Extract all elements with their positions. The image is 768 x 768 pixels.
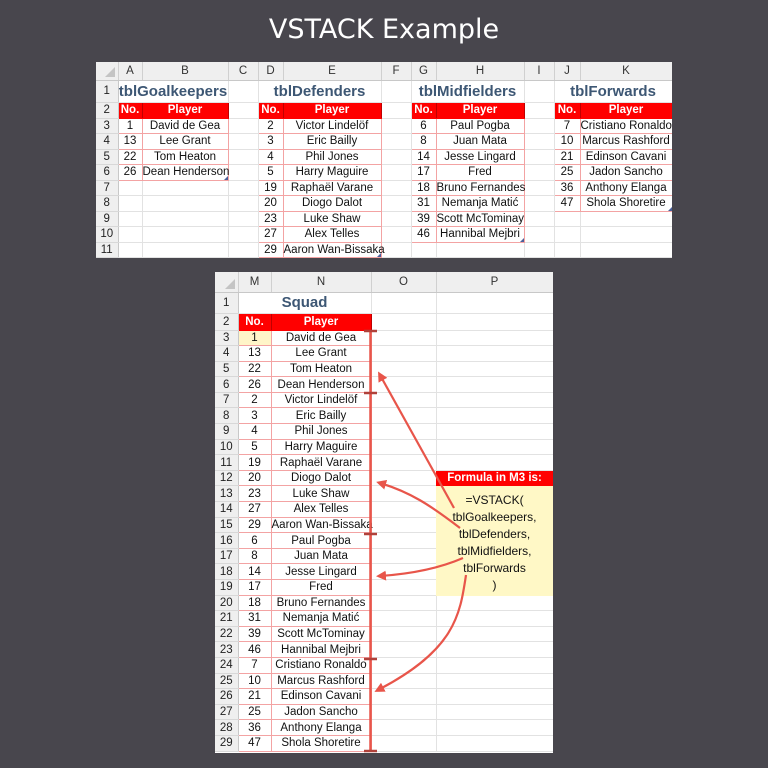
cell-O23[interactable] [371,642,436,658]
cell-B7[interactable] [142,180,228,196]
row-header-28[interactable]: 28 [215,720,238,736]
cell-H11[interactable] [436,242,524,258]
player-name[interactable]: Juan Mata [271,548,371,564]
cell-O13[interactable] [371,486,436,502]
row-header-14[interactable]: 14 [215,502,238,518]
row-header-13[interactable]: 13 [215,486,238,502]
player-name[interactable]: Scott McTominay [436,212,525,225]
cell-P8[interactable] [436,408,553,424]
player-name[interactable]: Bruno Fernandes [436,181,526,194]
cell-O8[interactable] [371,408,436,424]
cell-J11[interactable] [554,242,580,258]
column-header-O[interactable]: O [371,272,436,292]
column-header-G[interactable]: G [411,62,436,80]
cell-O17[interactable] [371,548,436,564]
player-number[interactable]: 5 [238,439,271,455]
player-number[interactable]: 13 [238,346,271,362]
cell-P24[interactable] [436,657,553,673]
player-number[interactable]: 26 [118,165,142,181]
cell-O14[interactable] [371,502,436,518]
player-name[interactable]: Dean Henderson [271,377,371,393]
cell-A9[interactable] [118,211,142,227]
table-resize-handle[interactable] [377,253,381,257]
player-number[interactable]: 17 [411,165,436,181]
formula-line: tblForwards [463,561,526,575]
player-number[interactable]: 36 [238,720,271,736]
row-header-26[interactable]: 26 [215,689,238,705]
player-name[interactable]: Shola Shoretire [271,735,371,751]
formula-note-header: Formula in M3 is: [436,471,553,486]
cell-O9[interactable] [371,424,436,440]
player-name[interactable]: Eric Bailly [271,408,371,424]
cell-O25[interactable] [371,673,436,689]
cell-B10[interactable] [142,227,228,243]
row-header-8[interactable]: 8 [215,408,238,424]
cell-F9[interactable] [381,211,411,227]
cell-I9[interactable] [524,211,554,227]
column-header-C[interactable]: C [228,62,258,80]
player-number[interactable]: 21 [554,149,580,165]
cell-J9[interactable] [554,211,580,227]
player-number[interactable]: 18 [411,180,436,196]
cell-F2[interactable] [381,102,411,118]
column-header-H[interactable]: H [436,62,524,80]
cell-C8[interactable] [228,196,258,212]
cell-O4[interactable] [371,346,436,362]
cell-P5[interactable] [436,361,553,377]
player-name[interactable]: Paul Pogba [271,533,371,549]
cell-P29[interactable] [436,735,553,751]
formula-line: =VSTACK( [465,493,524,507]
column-header-I[interactable]: I [524,62,554,80]
player-name[interactable]: Phil Jones [271,424,371,440]
column-header-A[interactable]: A [118,62,142,80]
cell-C6[interactable] [228,165,258,181]
table-resize-handle[interactable] [520,238,524,242]
cell-O11[interactable] [371,455,436,471]
player-number[interactable]: 25 [554,165,580,181]
cell-I3[interactable] [524,118,554,134]
cell-O6[interactable] [371,377,436,393]
row-header-6[interactable]: 6 [96,165,118,181]
row-header-27[interactable]: 27 [215,704,238,720]
select-all-corner[interactable] [215,272,238,292]
cell-O16[interactable] [371,533,436,549]
cell-C10[interactable] [228,227,258,243]
cell-O29[interactable] [371,735,436,751]
player-number[interactable]: 25 [238,704,271,720]
player-number[interactable]: 7 [554,118,580,134]
cell-O2[interactable] [371,313,436,330]
player-name[interactable]: Anthony Elanga [271,720,371,736]
cell-F11[interactable] [381,242,411,258]
cell-O22[interactable] [371,626,436,642]
player-name[interactable]: Cristiano Ronaldo [580,119,672,132]
player-name[interactable]: Jadon Sancho [271,704,371,720]
cell-I4[interactable] [524,134,554,150]
player-name[interactable]: Marcus Rashford [580,134,672,150]
cell-F7[interactable] [381,180,411,196]
player-name[interactable]: Aaron Wan-Bissaka [271,518,373,531]
player-number[interactable]: 10 [238,673,271,689]
player-number[interactable]: 22 [118,149,142,165]
column-label-no[interactable]: No. [554,102,580,118]
player-name[interactable]: Luke Shaw [283,211,381,227]
player-name[interactable]: Fred [271,580,371,596]
cell-P25[interactable] [436,673,553,689]
player-name[interactable]: Alex Telles [283,227,381,243]
row-header-2[interactable]: 2 [96,102,118,118]
player-name[interactable]: Harry Maguire [271,439,371,455]
cell-F5[interactable] [381,149,411,165]
cell-F3[interactable] [381,118,411,134]
column-label-player[interactable]: Player [142,102,228,118]
cell-O5[interactable] [371,361,436,377]
cell-C3[interactable] [228,118,258,134]
player-name[interactable]: Raphaël Varane [283,180,381,196]
cell-A7[interactable] [118,180,142,196]
cell-A10[interactable] [118,227,142,243]
table-resize-handle[interactable] [668,207,672,211]
player-number[interactable]: 27 [238,502,271,518]
cell-O24[interactable] [371,657,436,673]
column-label-player[interactable]: Player [436,102,524,118]
player-number[interactable]: 29 [238,517,271,533]
cell-P20[interactable] [436,595,553,611]
player-number[interactable]: 4 [258,149,283,165]
cell-G11[interactable] [411,242,436,258]
player-number[interactable]: 26 [238,377,271,393]
cell-P21[interactable] [436,611,553,627]
cell-B11[interactable] [142,242,228,258]
cell-P27[interactable] [436,704,553,720]
row-header-19[interactable]: 19 [215,580,238,596]
player-name[interactable]: Lee Grant [271,346,371,362]
player-name[interactable]: Hannibal Mejbri [436,227,524,243]
table-title-tblGoalkeepers: tblGoalkeepers [118,80,228,102]
row-header-4[interactable]: 4 [215,346,238,362]
column-label-no[interactable]: No. [258,102,283,118]
row-header-1[interactable]: 1 [96,80,118,102]
player-number[interactable]: 21 [238,689,271,705]
cell-O1[interactable] [371,292,436,313]
player-number[interactable]: 10 [554,134,580,150]
cell-O10[interactable] [371,439,436,455]
column-header-N[interactable]: N [271,272,371,292]
row-header-3[interactable]: 3 [96,118,118,134]
player-name[interactable]: Shola Shoretire [580,196,672,212]
cell-I11[interactable] [524,242,554,258]
cell-O27[interactable] [371,704,436,720]
table-title-tblMidfielders: tblMidfielders [411,80,524,102]
cell-P9[interactable] [436,424,553,440]
cell-P6[interactable] [436,377,553,393]
cell-C4[interactable] [228,134,258,150]
formula-line: tblMidfielders, [457,544,532,558]
player-name[interactable]: Tom Heaton [271,361,371,377]
cell-C7[interactable] [228,180,258,196]
row-header-23[interactable]: 23 [215,642,238,658]
player-name[interactable]: Bruno Fernandes [271,595,371,611]
column-label-player[interactable]: Player [580,102,672,118]
row-header-2[interactable]: 2 [215,313,238,330]
source-tables-sheet [96,62,672,258]
player-number[interactable]: 19 [238,455,271,471]
row-header-21[interactable]: 21 [215,611,238,627]
table-title-tblDefenders: tblDefenders [258,80,381,102]
player-name[interactable]: Eric Bailly [283,134,381,150]
player-number[interactable]: 1 [118,118,142,134]
player-name[interactable]: Diogo Dalot [283,196,381,212]
player-name[interactable]: Tom Heaton [142,149,228,165]
player-number[interactable]: 22 [238,361,271,377]
player-name[interactable]: Nemanja Matić [436,196,524,212]
player-name[interactable]: Cristiano Ronaldo [271,657,371,673]
row-header-12[interactable]: 12 [215,470,238,486]
formula-note-body [436,486,553,596]
row-header-9[interactable]: 9 [96,211,118,227]
column-header-E[interactable]: E [283,62,381,80]
player-name[interactable]: Juan Mata [436,134,524,150]
row-header-11[interactable]: 11 [96,242,118,258]
player-name[interactable]: Harry Maguire [283,165,381,181]
player-name[interactable]: Dean Henderson [142,166,230,179]
player-number[interactable]: 46 [411,227,436,243]
cell-P28[interactable] [436,720,553,736]
player-name[interactable]: Luke Shaw [271,486,371,502]
row-header-10[interactable]: 10 [215,439,238,455]
cell-I2[interactable] [524,102,554,118]
cell-P2[interactable] [436,313,553,330]
player-number[interactable]: 7 [238,657,271,673]
cell-P22[interactable] [436,626,553,642]
player-name[interactable]: Nemanja Matić [271,611,371,627]
column-label-no[interactable]: No. [411,102,436,118]
cell-F10[interactable] [381,227,411,243]
row-header-29[interactable]: 29 [215,735,238,751]
row-header-11[interactable]: 11 [215,455,238,471]
row-header-22[interactable]: 22 [215,626,238,642]
cell-O21[interactable] [371,611,436,627]
cell-O19[interactable] [371,580,436,596]
cell-O3[interactable] [371,330,436,346]
player-name[interactable]: Jadon Sancho [580,165,672,181]
column-header-M[interactable]: M [238,272,271,292]
cell-C11[interactable] [228,242,258,258]
source-tables-grid [96,62,672,258]
row-header-4[interactable]: 4 [96,134,118,150]
row-header-8[interactable]: 8 [96,196,118,212]
column-header-K[interactable]: K [580,62,672,80]
player-number[interactable]: 31 [411,196,436,212]
row-header-20[interactable]: 20 [215,595,238,611]
player-name[interactable]: Lee Grant [142,134,228,150]
cell-I5[interactable] [524,149,554,165]
player-name[interactable]: David de Gea [271,330,371,346]
player-name[interactable]: Victor Lindelöf [283,118,381,134]
squad-table-title: Squad [238,292,371,313]
cell-O12[interactable] [371,470,436,486]
player-number[interactable]: 14 [238,564,271,580]
column-label-player[interactable]: Player [283,102,381,118]
cell-F4[interactable] [381,134,411,150]
formula-note [436,471,553,596]
cell-P7[interactable] [436,392,553,408]
player-number[interactable]: 19 [258,180,283,196]
player-name[interactable]: David de Gea [142,118,228,134]
cell-O20[interactable] [371,595,436,611]
cell-P23[interactable] [436,642,553,658]
row-header-18[interactable]: 18 [215,564,238,580]
row-header-3[interactable]: 3 [215,330,238,346]
cell-K9[interactable] [580,211,672,227]
player-number[interactable]: 29 [258,242,283,258]
player-name[interactable]: Scott McTominay [271,626,371,642]
player-number[interactable]: 3 [258,134,283,150]
cell-F8[interactable] [381,196,411,212]
player-name[interactable]: Phil Jones [283,149,381,165]
player-number[interactable]: 47 [238,735,271,751]
cell-O18[interactable] [371,564,436,580]
cell-K10[interactable] [580,227,672,243]
player-name[interactable]: Marcus Rashford [271,673,371,689]
cell-O7[interactable] [371,392,436,408]
cell-B9[interactable] [142,211,228,227]
cell-O15[interactable] [371,517,436,533]
column-header-B[interactable]: B [142,62,228,80]
player-number[interactable]: 5 [258,165,283,181]
player-name[interactable]: Alex Telles [271,502,371,518]
player-name[interactable]: Paul Pogba [436,118,524,134]
cell-C9[interactable] [228,211,258,227]
row-header-9[interactable]: 9 [215,424,238,440]
formula-line: ) [492,578,497,592]
player-name[interactable]: Edinson Cavani [580,149,672,165]
player-number[interactable]: 6 [411,118,436,134]
formula-line: tblDefenders, [458,527,531,541]
row-header-5[interactable]: 5 [215,361,238,377]
row-header-10[interactable]: 10 [96,227,118,243]
cell-P26[interactable] [436,689,553,705]
player-number[interactable]: 39 [238,626,271,642]
cell-P1[interactable] [436,292,553,313]
player-number[interactable]: 2 [258,118,283,134]
player-number[interactable]: 6 [238,533,271,549]
row-header-24[interactable]: 24 [215,657,238,673]
player-number[interactable]: 47 [554,196,580,212]
player-name[interactable]: Jesse Lingard [271,564,371,580]
cell-P10[interactable] [436,439,553,455]
player-name[interactable]: Diogo Dalot [271,470,371,486]
row-header-7[interactable]: 7 [215,392,238,408]
cell-I6[interactable] [524,165,554,181]
player-number[interactable]: 18 [238,595,271,611]
cell-P3[interactable] [436,330,553,346]
player-number[interactable]: 13 [118,134,142,150]
row-header-17[interactable]: 17 [215,548,238,564]
player-name[interactable]: Aaron Wan-Bissaka [283,243,385,256]
player-number[interactable]: 8 [238,548,271,564]
formula-line: tblGoalkeepers, [452,510,537,524]
cell-C5[interactable] [228,149,258,165]
column-label-player[interactable]: Player [271,313,371,330]
player-number[interactable]: 20 [258,196,283,212]
cell-P4[interactable] [436,346,553,362]
cell-I8[interactable] [524,196,554,212]
player-name[interactable]: Anthony Elanga [580,180,672,196]
table-resize-handle[interactable] [224,176,228,180]
page-title: VSTACK Example [268,14,500,45]
player-number[interactable]: 4 [238,424,271,440]
player-name[interactable]: Raphaël Varane [271,455,371,471]
column-header-D[interactable]: D [258,62,283,80]
player-number[interactable]: 14 [411,149,436,165]
cell-A11[interactable] [118,242,142,258]
player-number[interactable]: 23 [238,486,271,502]
row-header-1[interactable]: 1 [215,292,238,313]
player-number[interactable]: 8 [411,134,436,150]
column-header-P[interactable]: P [436,272,553,292]
player-name[interactable]: Hannibal Mejbri [271,642,371,658]
cell-J10[interactable] [554,227,580,243]
cell-O28[interactable] [371,720,436,736]
cell-C1[interactable] [228,80,258,102]
player-number[interactable]: 17 [238,580,271,596]
player-number[interactable]: 2 [238,392,271,408]
cell-F6[interactable] [381,165,411,181]
player-number[interactable]: 27 [258,227,283,243]
table-title-tblForwards: tblForwards [554,80,672,102]
player-number[interactable]: 46 [238,642,271,658]
column-label-no[interactable]: No. [118,102,142,118]
cell-I10[interactable] [524,227,554,243]
cell-C2[interactable] [228,102,258,118]
column-header-F[interactable]: F [381,62,411,80]
cell-A8[interactable] [118,196,142,212]
player-number[interactable]: 23 [258,211,283,227]
player-number[interactable]: 36 [554,180,580,196]
player-number[interactable]: 39 [411,211,436,227]
row-header-25[interactable]: 25 [215,673,238,689]
cell-O26[interactable] [371,689,436,705]
select-all-icon [105,67,115,77]
column-header-J[interactable]: J [554,62,580,80]
cell-P11[interactable] [436,455,553,471]
cell-K11[interactable] [580,242,672,258]
row-header-5[interactable]: 5 [96,149,118,165]
player-name[interactable]: Fred [436,165,524,181]
select-all-corner[interactable] [96,62,118,80]
cell-F1[interactable] [381,80,411,102]
column-label-no[interactable]: No. [238,313,271,330]
row-header-15[interactable]: 15 [215,517,238,533]
player-name[interactable]: Jesse Lingard [436,149,524,165]
cell-I1[interactable] [524,80,554,102]
row-header-6[interactable]: 6 [215,377,238,393]
player-number[interactable]: 31 [238,611,271,627]
player-name[interactable]: Victor Lindelöf [271,392,371,408]
row-header-16[interactable]: 16 [215,533,238,549]
select-all-icon [225,279,235,289]
selected-cell-M3[interactable]: 1 [238,330,271,346]
player-name[interactable]: Edinson Cavani [271,689,371,705]
player-number[interactable]: 3 [238,408,271,424]
player-number[interactable]: 20 [238,470,271,486]
cell-I7[interactable] [524,180,554,196]
cell-B8[interactable] [142,196,228,212]
row-header-7[interactable]: 7 [96,180,118,196]
